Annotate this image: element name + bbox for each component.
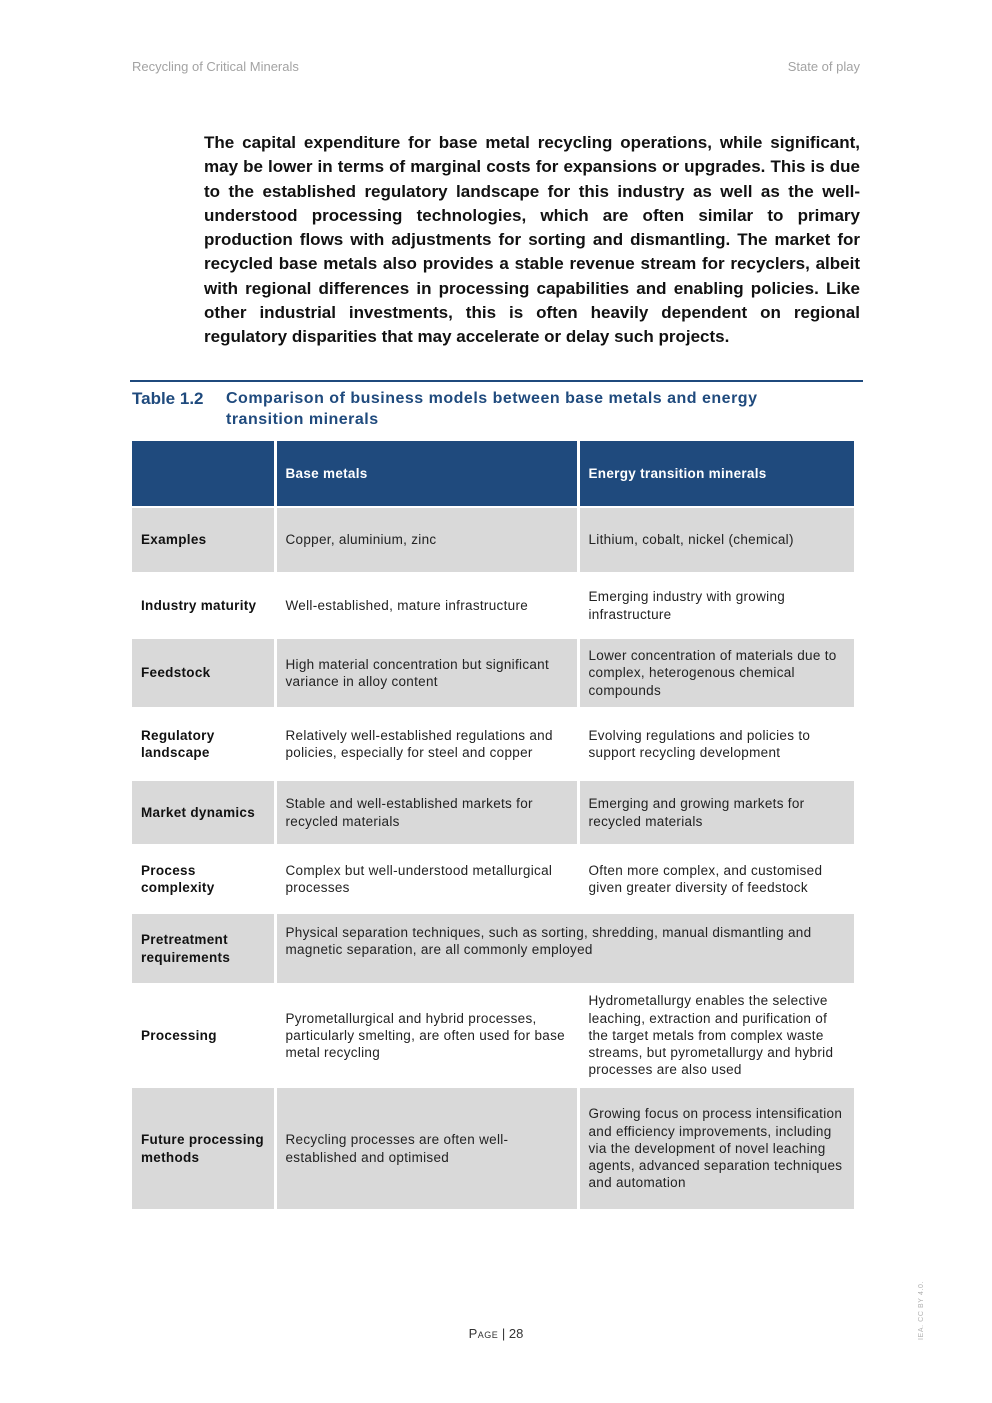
row-label: Pretreatment requirements xyxy=(132,913,275,984)
row-label: Feedstock xyxy=(132,638,275,708)
table-row xyxy=(132,573,854,638)
table-row xyxy=(132,638,854,708)
table-title: Comparison of business models between base metals and energy transition minerals xyxy=(226,390,758,428)
row-label: Market dynamics xyxy=(132,780,275,845)
energy-minerals-cell: Lithium, cobalt, nickel (chemical) xyxy=(578,507,854,573)
table-number: Table 1.2 xyxy=(132,389,204,408)
energy-minerals-cell: Emerging and growing markets for recycled materials xyxy=(578,780,854,845)
body-paragraph: The capital expenditure for base metal recycling operations, while significant, may be lower in terms of marginal costs for expansions or upgrades. This is due to the established regulatory landscape for this industry as well as the well-understood processing technologies, which are often similar to primary production flows with adjustments for sorting and dismantling. The market for recycled base metals also provides a stable revenue stream for recyclers, albeit with regional differences in processing capabilities and enabling policies. Like other industrial investments, this is often heavily dependent on regional regulatory disparities that may accelerate or delay such projects. xyxy=(204,133,860,347)
table-row xyxy=(132,913,854,984)
base-metals-cell: Copper, aluminium, zinc xyxy=(275,507,578,573)
row-label: Examples xyxy=(132,507,275,573)
table-row xyxy=(132,984,854,1087)
base-metals-cell: Recycling processes are often well-established and optimised xyxy=(275,1087,578,1209)
table-row xyxy=(132,708,854,780)
column-header-energy-transition-minerals: Energy transition minerals xyxy=(578,441,854,507)
base-metals-cell: Stable and well-established markets for recycled materials xyxy=(275,780,578,845)
base-metals-cell: Relatively well-established regulations and policies, especially for steel and copper xyxy=(275,708,578,780)
energy-minerals-cell: Often more complex, and customised given greater diversity of feedstock xyxy=(578,845,854,913)
page-footer xyxy=(0,1326,992,1341)
base-metals-cell: Pyrometallurgical and hybrid processes, particularly smelting, are often used for base metal recycling xyxy=(275,984,578,1087)
table-row xyxy=(132,845,854,913)
column-header-base-metals: Base metals xyxy=(275,441,578,507)
energy-minerals-cell: Evolving regulations and policies to support recycling development xyxy=(578,708,854,780)
table-row xyxy=(132,1087,854,1209)
base-metals-cell: Well-established, mature infrastructure xyxy=(275,573,578,638)
running-header-title: Recycling of Critical Minerals xyxy=(132,59,299,74)
page-separator: | xyxy=(498,1326,509,1341)
table-row xyxy=(132,507,854,573)
table-row xyxy=(132,780,854,845)
running-header-section: State of play xyxy=(787,59,860,74)
base-metals-cell: High material concentration but significant variance in alloy content xyxy=(275,638,578,708)
table-header-row xyxy=(132,441,854,507)
row-label: Future processing methods xyxy=(132,1087,275,1209)
row-label: Processing xyxy=(132,984,275,1087)
energy-minerals-cell: Lower concentration of materials due to complex, heterogenous chemical compounds xyxy=(578,638,854,708)
table-caption xyxy=(130,380,863,430)
row-label: Process complexity xyxy=(132,845,275,913)
energy-minerals-cell: Emerging industry with growing infrastructure xyxy=(578,573,854,638)
base-metals-cell: Complex but well-understood metallurgical processes xyxy=(275,845,578,913)
row-label: Industry maturity xyxy=(132,573,275,638)
page-label: Page xyxy=(468,1326,499,1341)
merged-cell: Physical separation techniques, such as sorting, shredding, manual dismantling and magnetic separation, are all commonly employed xyxy=(275,913,854,984)
page-number: 28 xyxy=(508,1326,524,1341)
license-note: IEA. CC BY 4.0. xyxy=(918,1280,925,1340)
row-label: Regulatory landscape xyxy=(132,708,275,780)
column-header-empty xyxy=(132,441,275,507)
energy-minerals-cell: Hydrometallurgy enables the selective leaching, extraction and purification of the target metals from complex waste streams, but pyrometallurgy and hybrid processes are also used xyxy=(578,984,854,1087)
energy-minerals-cell: Growing focus on process intensification and efficiency improvements, including via the development of novel leaching agents, advanced separation techniques and automation xyxy=(578,1087,854,1209)
comparison-table xyxy=(132,441,854,1209)
